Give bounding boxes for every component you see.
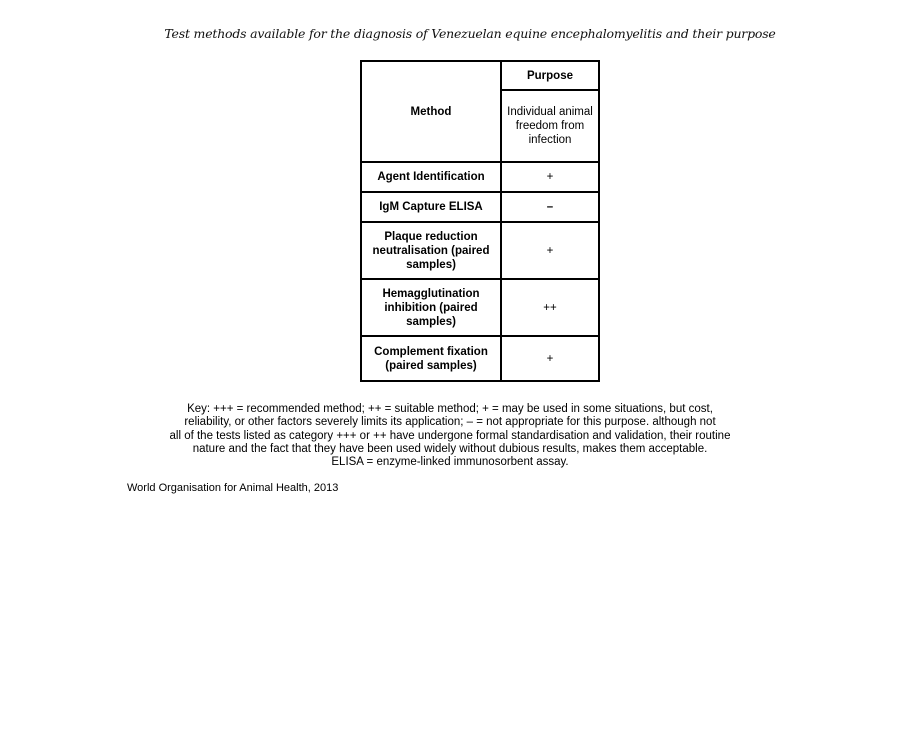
key-line: ELISA = enzyme-linked immunosorbent assay. — [331, 456, 569, 469]
purpose-value-cell: ++ — [501, 279, 599, 336]
purpose-value-cell: + — [501, 336, 599, 381]
purpose-value-cell: – — [501, 192, 599, 222]
table-row — [361, 192, 599, 222]
table-row — [361, 222, 599, 279]
table-caption: Test methods available for the diagnosis of Venezuelan equine encephalomyelitis and their purpose — [164, 26, 776, 41]
method-cell: Hemagglutination inhibition (paired samples) — [361, 279, 501, 336]
purpose-value-cell: + — [501, 222, 599, 279]
source-footer: World Organisation for Animal Health, 2013 — [127, 482, 339, 494]
method-cell: Complement fixation (paired samples) — [361, 336, 501, 381]
method-cell: IgM Capture ELISA — [361, 192, 501, 222]
purpose-value-cell: + — [501, 162, 599, 192]
method-column-header: Method — [361, 61, 501, 162]
header-row — [361, 61, 599, 90]
test-methods-table — [360, 60, 600, 382]
table-row — [361, 336, 599, 381]
method-cell: Plaque reduction neutralisation (paired samples) — [361, 222, 501, 279]
table-key — [140, 403, 760, 469]
key-line: all of the tests listed as category +++ or ++ have undergone formal standardisation and validation, their routine — [169, 429, 731, 442]
purpose-subheader: Individual animal freedom from infection — [501, 90, 599, 162]
table-row — [361, 279, 599, 336]
table-row — [361, 162, 599, 192]
purpose-column-header: Purpose — [501, 61, 599, 90]
method-cell: Agent Identification — [361, 162, 501, 192]
key-line: nature and the fact that they have been used widely without dubious results, makes them acceptable. — [192, 442, 708, 455]
key-line: reliability, or other factors severely limits its application; – = not appropriate for this purpose. although not — [184, 416, 716, 429]
key-line: Key: +++ = recommended method; ++ = suitable method; + = may be used in some situations, but cost, — [187, 403, 713, 415]
